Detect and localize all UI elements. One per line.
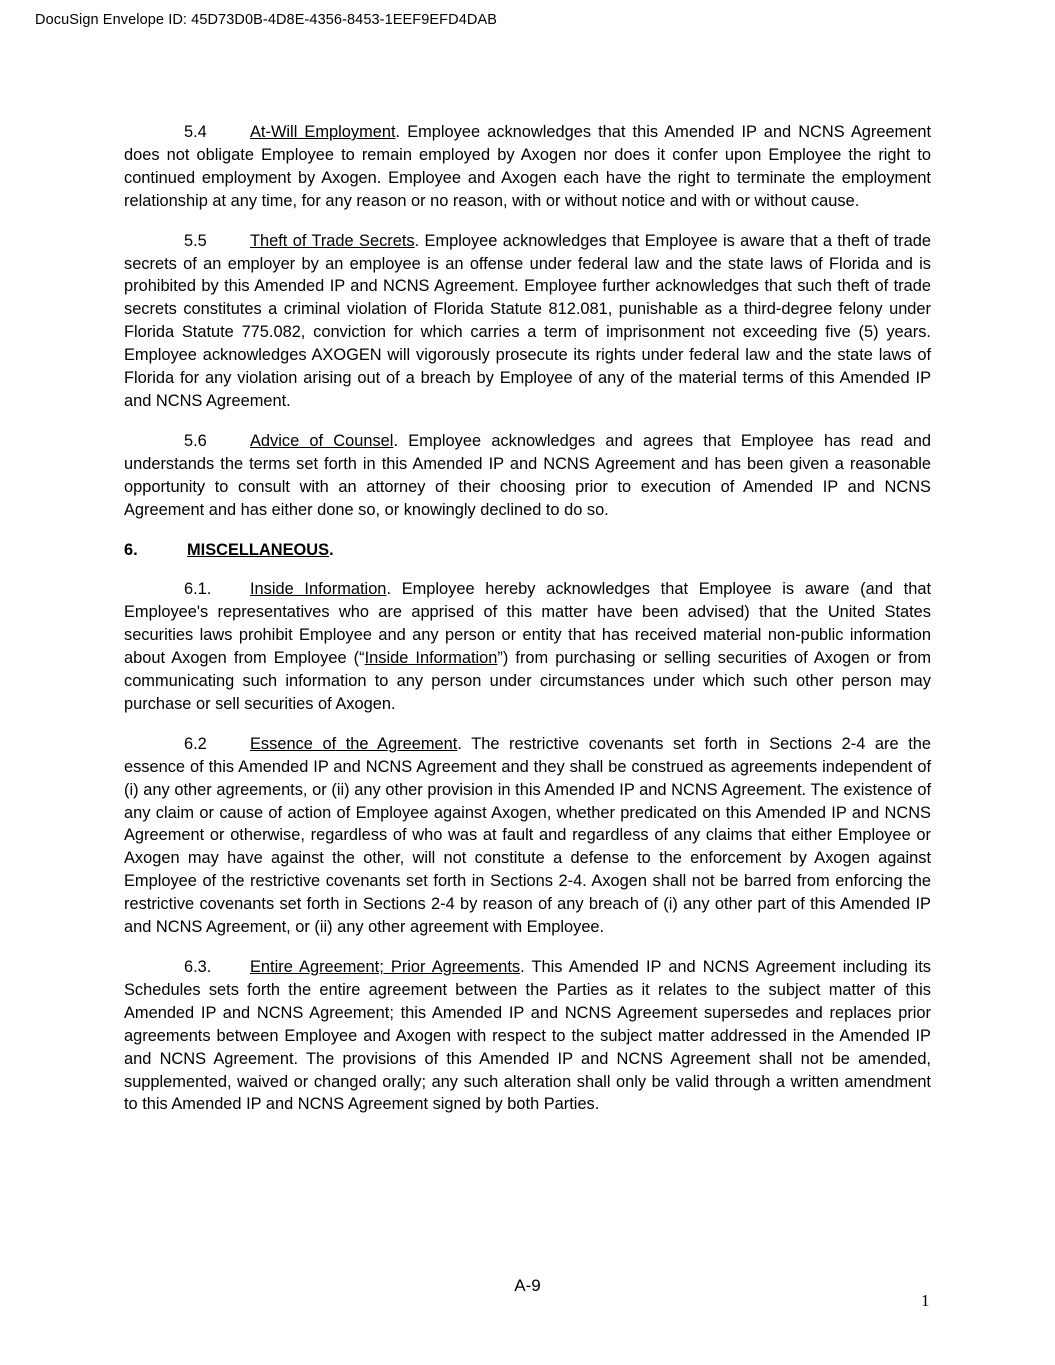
docusign-envelope-id: DocuSign Envelope ID: 45D73D0B-4D8E-4356-8453-1EEF9EFD4DAB [35, 12, 497, 28]
section-number: 5.6 [184, 431, 207, 450]
section-body-text: ”) from purchasing or selling securities of Axogen or from communicating such information to any person under circumstances under which such other person may purchase or sell securities of Axogen. [124, 649, 931, 713]
defined-term-inside-information: Inside Information [364, 649, 498, 668]
section-number: 6. [124, 540, 138, 559]
section-title-period: . [414, 231, 420, 250]
section-body-text: Employee hereby acknowledges that Employee is aware (and that Employee's representatives who are apprised of this matter have been advised) that the United States securities laws prohibit Employee and any person or entity that has received material non-public information about Axogen from Employee (“ [124, 580, 931, 668]
section-title-period: . [329, 540, 334, 559]
section-title: MISCELLANEOUS [187, 540, 330, 559]
section-title: Theft of Trade Secrets [250, 231, 415, 250]
document-body [124, 121, 931, 1133]
section-title-period: . [520, 958, 525, 976]
section-5-6 [124, 430, 931, 522]
section-body-text: The restrictive covenants set forth in Sections 2-4 are the essence of this Amended IP and NCNS Agreement and they shall be construed as agreements independent of (i) any other agreements, or (ii) any other provision in this Amended IP and NCNS Agreement. The existence of any claim or cause of action of Employee against Axogen, whether predicated on this Amended IP and NCNS Agreement or otherwise, regardless of who was at fault and regardless of any claims that either Employee or Axogen may have against the other, will not constitute a defense to the enforcement by Axogen against Employee of the restrictive covenants set forth in Sections 2-4. Axogen shall not be barred from enforcing the restrictive covenants set forth in Sections 2-4 by reason of any breach of (i) any other part of this Amended IP and NCNS Agreement, or (ii) any other agreement with Employee. [124, 734, 931, 937]
section-6-1 [124, 578, 931, 715]
section-5-5 [124, 230, 931, 413]
section-number: 5.4 [184, 123, 207, 141]
section-number: 6.1. [184, 580, 212, 599]
section-number: 6.2 [184, 734, 207, 753]
section-title: Entire Agreement; Prior Agreements [250, 958, 521, 976]
section-body-text: Employee acknowledges and agrees that Employee has read and understands the terms set forth in this Amended IP and NCNS Agreement and has been given a reasonable opportunity to consult with an attorney of their choosing prior to execution of Amended IP and NCNS Agreement and has either done so, or knowingly declined to do so. [124, 431, 931, 519]
section-title-period: . [395, 123, 401, 141]
section-body-text: Employee acknowledges that Employee is aware that a theft of trade secrets of an employer by an employee is an offense under federal law and the state laws of Florida and is prohibited by this Amended IP and NCNS Agreement. Employee further acknowledges that such theft of trade secrets constitutes a criminal violation of Florida Statute 812.081, punishable as a third-degree felony under Florida Statute 775.082, conviction for which carries a term of imprisonment not exceeding five (5) years. Employee acknowledges AXOGEN will vigorously prosecute its rights under federal law and the state laws of Florida for any violation arising out of a breach by Employee of any of the material terms of this Amended IP and NCNS Agreement. [124, 231, 931, 410]
section-title-period: . [386, 580, 391, 599]
section-title: Essence of the Agreement [250, 734, 458, 753]
section-5-4 [124, 121, 931, 213]
section-title: Advice of Counsel [250, 431, 394, 450]
section-6-3 [124, 956, 931, 1116]
page-label: A-9 [514, 1276, 541, 1295]
section-6-heading [124, 539, 931, 562]
section-body-text: Employee acknowledges that this Amended IP and NCNS Agreement does not obligate Employee to remain employed by Axogen nor does it confer upon Employee the right to continued employment by Axogen. Employee and Axogen each have the right to terminate the employment relationship at any time, for any reason or no reason, with or without notice and with or without cause. [124, 123, 931, 210]
section-6-2 [124, 733, 931, 939]
corner-page-number: 1 [921, 1291, 930, 1310]
section-title: Inside Information [250, 580, 387, 599]
section-number: 6.3. [184, 958, 212, 976]
section-body-text: This Amended IP and NCNS Agreement including its Schedules sets forth the entire agreement between the Parties as it relates to the subject matter of this Amended IP and NCNS Agreement; this Amended IP and NCNS Agreement supersedes and replaces prior agreements between Employee and Axogen with respect to the subject matter addressed in the Amended IP and NCNS Agreement. The provisions of this Amended IP and NCNS Agreement shall not be amended, supplemented, waived or changed orally; any such alteration shall only be valid through a written amendment to this Amended IP and NCNS Agreement signed by both Parties. [124, 958, 931, 1114]
section-title: At-Will Employment [250, 123, 396, 141]
section-title-period: . [393, 431, 398, 450]
section-title-period: . [457, 734, 462, 753]
section-number: 5.5 [184, 231, 207, 250]
